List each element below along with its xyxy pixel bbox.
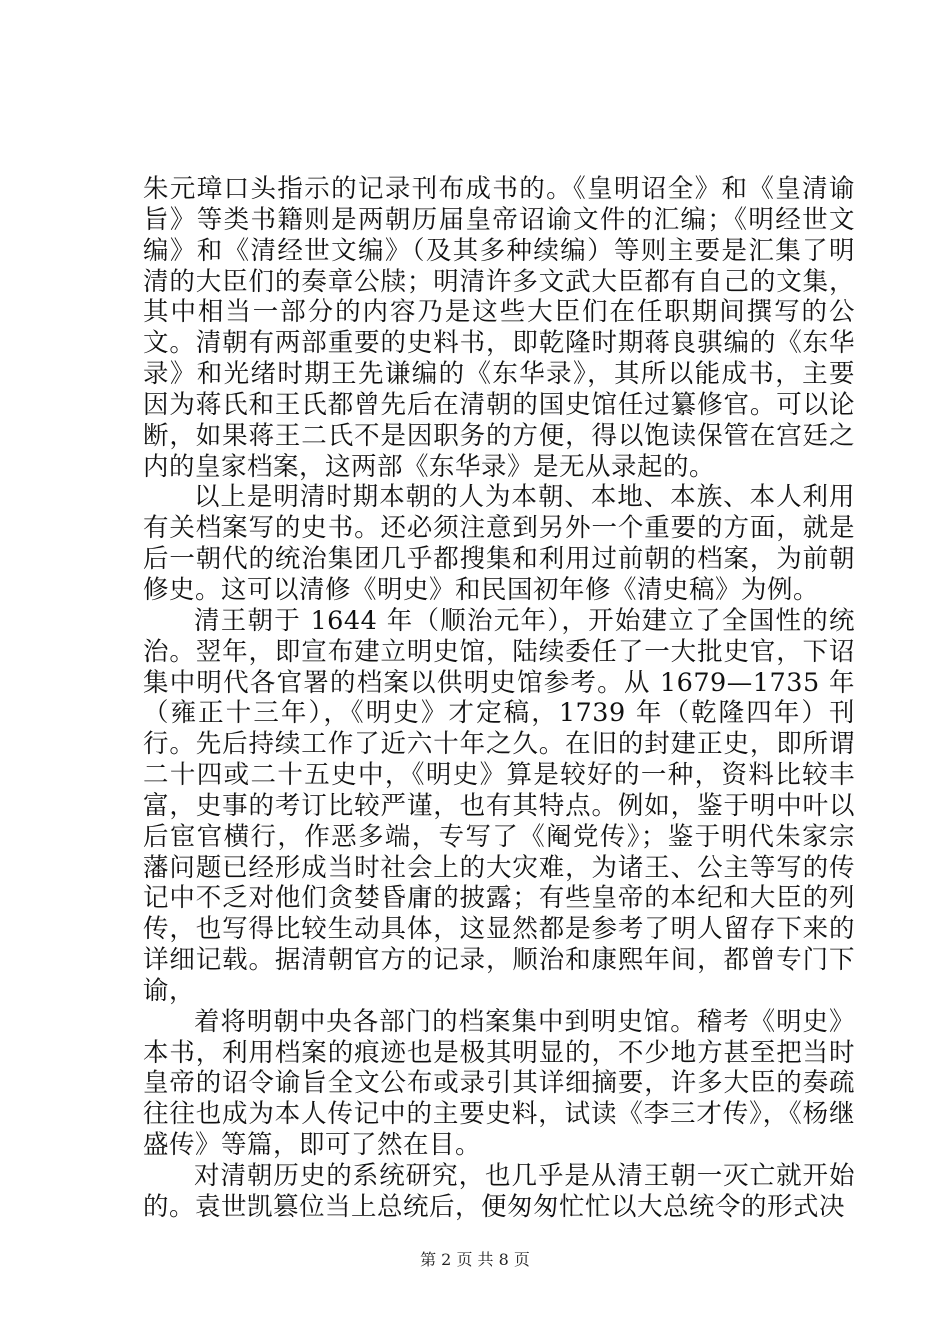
paragraph: 以上是明清时期本朝的人为本朝、本地、本族、本人利用有关档案写的史书。还必须注意到另外一个重要的方面，就是后一朝代的统治集团几乎都搜集和利用过前朝的档案，为前朝修史。这可以清修《明史》和民国初年修《清史稿》为例。: [143, 482, 855, 605]
paragraph: 着将明朝中央各部门的档案集中到明史馆。稽考《明史》本书，利用档案的痕迹也是极其明显的，不少地方甚至把当时皇帝的诏令谕旨全文公布或录引其详细摘要，许多大臣的奏疏往往也成为本人传记中的主要史料，试读《李三才传》，《杨继盛传》等篇，即可了然在目。: [143, 1006, 855, 1161]
page-number-footer: 第 2 页 共 8 页: [420, 1250, 530, 1269]
paragraph: 对清朝历史的系统研究，也几乎是从清王朝一灭亡就开始的。袁世凯篡位当上总统后，便匆匆忙忙以大总统令的形式决: [143, 1161, 855, 1222]
paragraph: 清王朝于 1644 年（顺治元年），开始建立了全国性的统治。翌年，即宣布建立明史馆，陆续委任了一大批史官，下诏集中明代各官署的档案以供明史馆参考。从 1679—1735 年（雍正十三年），《明史》才定稿，1739 年（乾隆四年）刊行。先后持续工作了近六十年之久。在旧的封建正史，即所谓二十四或二十五史中，《明史》算是较好的一种，资料比较丰富，史事的考订比较严谨，也有其特点。例如，鉴于明中叶以后宦官横行，作恶多端，专写了《阉党传》；鉴于明代朱家宗藩问题已经形成当时社会上的大灾难，为诸王、公主等写的传记中不乏对他们贪婪昏庸的披露；有些皇帝的本纪和大臣的列传，也写得比较生动具体，这显然都是参考了明人留存下来的详细记载。据清朝官方的记录，顺治和康熙年间，都曾专门下谕，: [143, 605, 855, 1006]
paragraph-continuation: 朱元璋口头指示的记录刊布成书的。《皇明诏全》和《皇清谕旨》等类书籍则是两朝历届皇帝诏谕文件的汇编；《明经世文编》和《清经世文编》（及其多种续编）等则主要是汇集了明清的大臣们的奏章公牍；明清许多文武大臣都有自己的文集，其中相当一部分的内容乃是这些大臣们在任职期间撰写的公文。清朝有两部重要的史料书，即乾隆时期蒋良骐编的《东华录》和光绪时期王先谦编的《东华录》，其所以能成书，主要因为蒋氏和王氏都曾先后在清朝的国史馆任过纂修官。可以论断，如果蒋王二氏不是因职务的方便，得以饱读保管在宫廷之内的皇家档案，这两部《东华录》是无从录起的。: [143, 174, 855, 482]
body-text: [143, 174, 855, 1223]
